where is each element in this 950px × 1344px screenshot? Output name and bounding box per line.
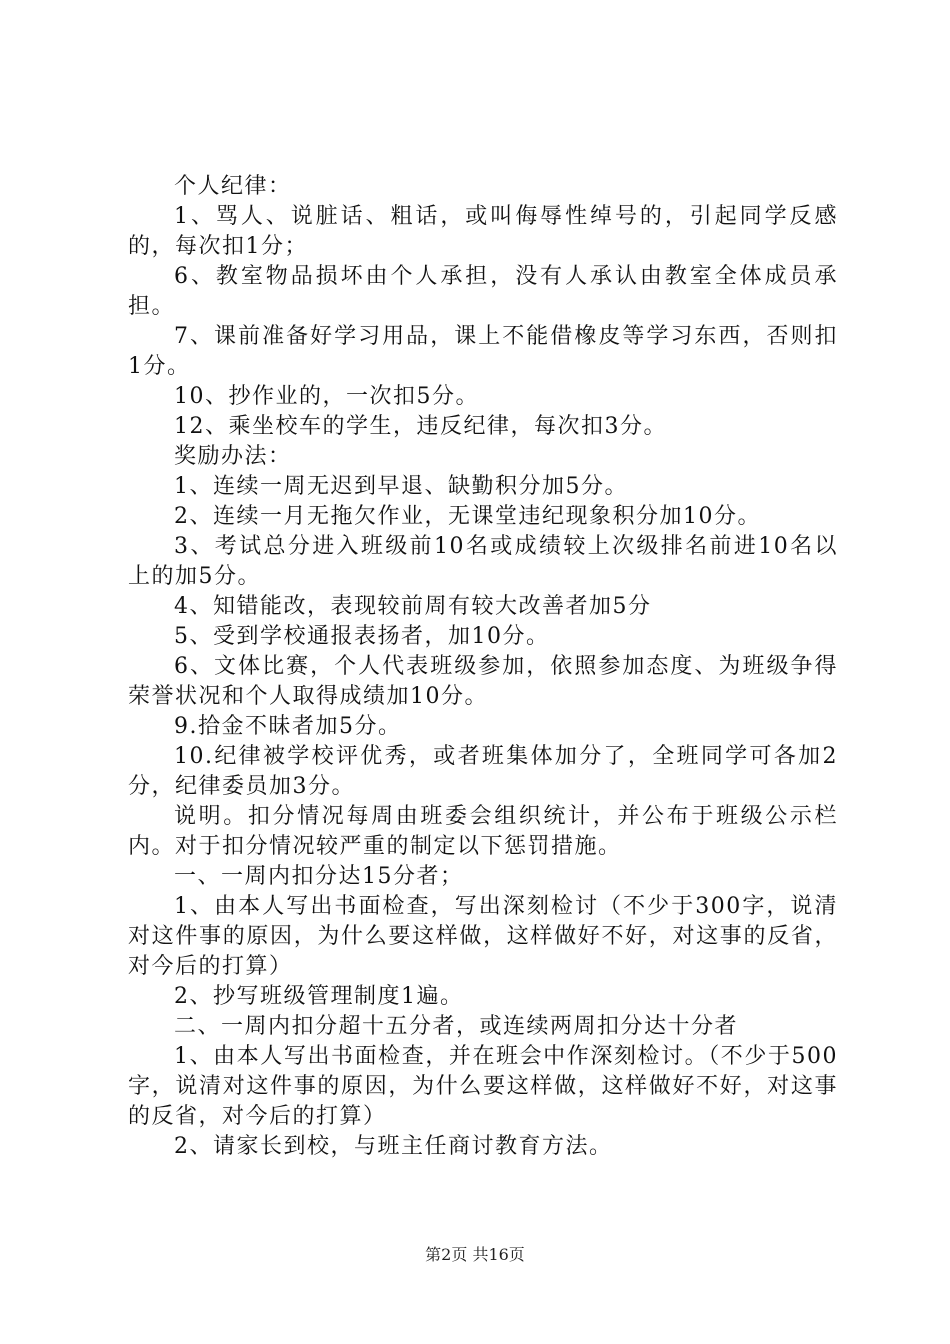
paragraph: 10、抄作业的，一次扣5分。: [174, 384, 479, 409]
paragraph: 1、由本人写出书面检查，并在班会中作深刻检讨。（不少于500字，说清对这件事的原因，为什么要这样做，这样做好不好，对这事的反省，对今后的打算）: [128, 1044, 838, 1129]
paragraph: 10.纪律被学校评优秀，或者班集体加分了，全班同学可各加2分，纪律委员加3分。: [128, 744, 838, 799]
page-number-footer: 第2页 共16页: [425, 1245, 525, 1264]
paragraph: 1、由本人写出书面检查，写出深刻检讨（不少于300字，说清对这件事的原因，为什么要这样做，这样做好不好，对这事的反省，对今后的打算）: [128, 894, 838, 979]
paragraph: 6、教室物品损坏由个人承担，没有人承认由教室全体成员承担。: [128, 264, 838, 319]
paragraph: 4、知错能改，表现较前周有较大改善者加5分: [174, 594, 652, 619]
section-heading: 奖励办法：: [174, 444, 292, 469]
paragraph: 3、考试总分进入班级前10名或成绩较上次级排名前进10名以上的加5分。: [128, 534, 838, 589]
paragraph: 2、抄写班级管理制度1遍。: [174, 984, 464, 1009]
paragraph: 7、课前准备好学习用品，课上不能借橡皮等学习东西，否则扣1分。: [128, 324, 838, 379]
paragraph: 5、受到学校通报表扬者，加10分。: [174, 624, 550, 649]
paragraph: 1、骂人、说脏话、粗话，或叫侮辱性绰号的，引起同学反感的，每次扣1分；: [128, 204, 838, 259]
document-body: [128, 172, 838, 1162]
paragraph: 2、请家长到校，与班主任商讨教育方法。: [174, 1134, 613, 1159]
paragraph: 一、一周内扣分达15分者；: [174, 864, 464, 889]
paragraph: 说明。扣分情况每周由班委会组织统计，并公布于班级公示栏内。对于扣分情况较严重的制定以下惩罚措施。: [128, 804, 838, 859]
paragraph: 个人纪律：: [174, 174, 292, 199]
paragraph: 2、连续一月无拖欠作业，无课堂违纪现象积分加10分。: [174, 504, 761, 529]
paragraph: 1、连续一周无迟到早退、缺勤积分加5分。: [174, 474, 628, 499]
paragraph: 12、乘坐校车的学生，违反纪律，每次扣3分。: [174, 414, 667, 439]
paragraph: 9.拾金不昧者加5分。: [174, 714, 402, 739]
paragraph: 二、一周内扣分超十五分者，或连续两周扣分达十分者: [174, 1014, 739, 1039]
paragraph: 6、文体比赛，个人代表班级参加，依照参加态度、为班级争得荣誉状况和个人取得成绩加10分。: [128, 654, 838, 709]
